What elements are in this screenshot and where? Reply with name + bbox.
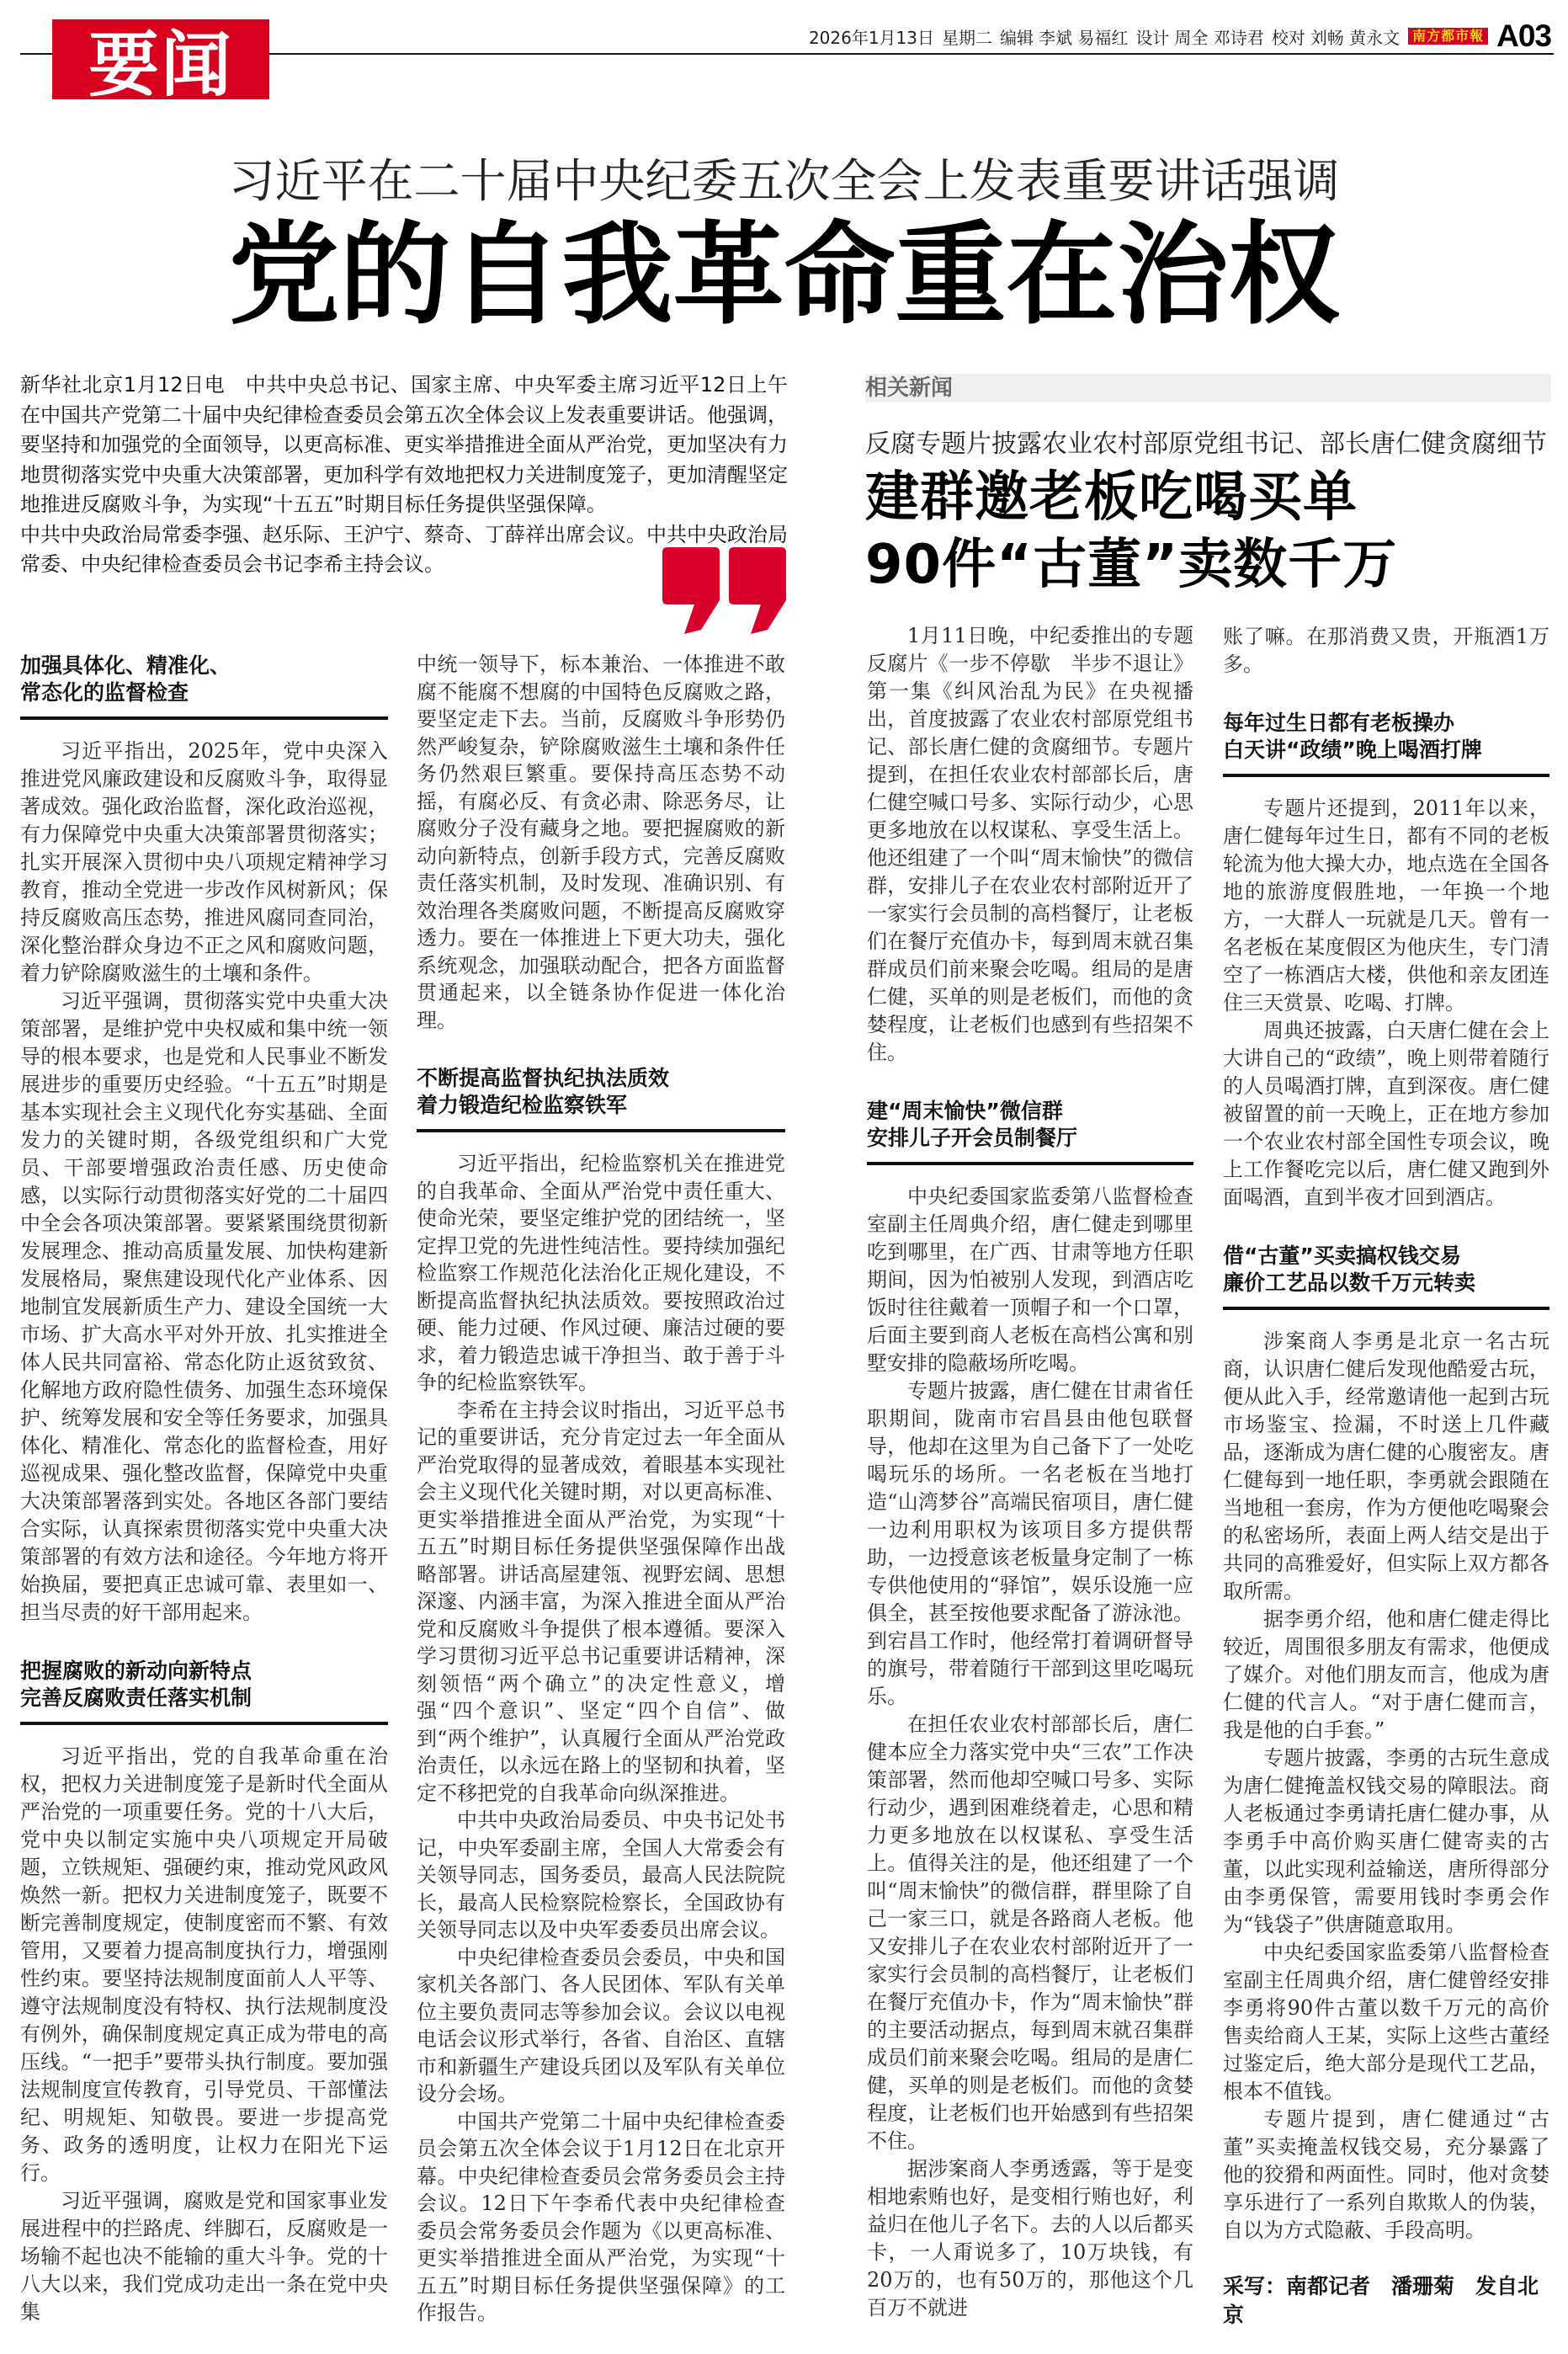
credit-role: 校对 — [1271, 27, 1305, 48]
paragraph: 中央纪委国家监委第八监督检查室副主任周典介绍，唐仁健走到哪里吃到哪里，在广西、甘肃等地方任职期间，因为怕被别人发现，到酒店吃饭时往往戴着一顶帽子和一个口罩，后面主要到商人老板在高档公寓和别墅安排的隐蔽场所吃喝。 — [867, 1185, 1193, 1375]
related-headline-line: 90件“古董”卖数千万 — [865, 534, 1398, 596]
paragraph: 习近平指出，2025年，党中央深入推进党风廉政建设和反腐败斗争，取得显著成效。强化政治监督，深化政治巡视，有力保障党中央重大决策部署贯彻落实；扎实开展深入贯彻中央八项规定精神学习教育，推动全党进一步改作风树新风；保持反腐败高压态势，推进风腐同查同治，深化整治群众身边不正之风和腐败问题，着力铲除腐败滋生的土壤和条件。 — [20, 739, 388, 985]
section-heading-line: 白天讲“政绩”晚上喝酒打牌 — [1223, 738, 1482, 762]
main-headline: 党的自我革命重在治权 — [228, 210, 1340, 340]
paragraph: 习近平强调，贯彻落实党中央重大决策部署，是维护党中央权威和集中统一领导的根本要求，也是党和人民事业不断发展进步的重要历史经验。“十五五”时期是基本实现社会主义现代化夯实基础、全面发力的关键时期，各级党组织和广大党员、干部要增强政治责任感、历史使命感，以实际行动贯彻落实好党的二十届四中全会各项决策部署。要紧紧围绕贯彻新发展理念、推动高质量发展、加快构建新发展格局，聚焦建设现代化产业体系、因地制宜发展新质生产力、建设全国统一大市场、扩大高水平对外开放、扎实推进全体人民共同富裕、常态化防止返贫致贫、化解地方政府隐性债务、加强生态环境保护、统筹发展和安全等任务要求，加强具体化、精准化、常态化的监督检查，用好巡视成果、强化整改监督，保障党中央重大决策部署落到实处。各地区各部门要结合实际，认真探索贯彻落实党中央重大决策部署的有效方法和途径。今年地方将开始换届，要把真正忠诚可靠、表里如一、担当尽责的好干部用起来。 — [20, 989, 388, 1624]
paragraph: 专题片提到，唐仁健通过“古董”买卖掩盖权钱交易，充分暴露了他的狡猾和两面性。同时，他对贪婪享乐进行了一系列自欺欺人的伪装，自以为方式隐蔽、手段高明。 — [1223, 2107, 1549, 2242]
quote-mark-left — [662, 547, 720, 634]
quote-mark-right — [729, 547, 786, 634]
paragraph: 习近平指出，党的自我革命重在治权，把权力关进制度笼子是新时代全面从严治党的一项重要任务。党的十八大后，党中央以制定实施中央八项规定开局破题，立铁规矩、强硬约束，推动党风政风焕然一新。把权力关进制度笼子，既要不断完善制度规定，使制度密而不繁、有效管用，又要着力提高制度执行力，增强刚性约束。要坚持法规制度面前人人平等、遵守法规制度没有特权、执行法规制度没有例外，确保制度规定真正成为带电的高压线。“一把手”要带头执行制度。要加强法规制度宣传教育，引导党员、干部懂法纪、明规矩、知敬畏。要进一步提高党务、政务的透明度，让权力在阳光下运行。 — [20, 1744, 388, 2185]
paragraph: 周典还披露，白天唐仁健在会上大讲自己的“政绩”，晚上则带着随行的人员喝酒打牌，直到深夜。唐仁健被留置的前一天晚上，正在地方参加一个农业农村部全国性专项会议，晚上工作餐吃完以后，唐仁健又跑到外面喝酒，直到半夜才回到酒店。 — [1223, 1019, 1549, 1209]
paragraph: 李希在主持会议时指出，习近平总书记的重要讲话，充分肯定过去一年全面从严治党取得的显著成效，着眼基本实现社会主义现代化关键时期，对以更高标准、更实举措推进全面从严治党，为实现“十五五”时期目标任务提供坚强保障作出战略部署。讲话高屋建瓴、视野宏阔、思想深邃、内涵丰富，为深入推进全面从严治党和反腐败斗争提供了根本遵循。要深入学习贯彻习近平总书记重要讲话精神，深刻领悟“两个确立”的决定性意义，增强“四个意识”、坚定“四个自信”、做到“两个维护”，认真履行全面从严治党政治责任，以永远在路上的坚韧和执着，坚定不移把党的自我革命向纵深推进。 — [417, 1398, 785, 1805]
section-heading-line: 安排儿子开会员制餐厅 — [867, 1126, 1078, 1150]
issue-weekday: 星期二 — [942, 27, 993, 48]
section-heading-line: 着力锻造纪检监察铁军 — [417, 1093, 628, 1117]
section-heading-line: 每年过生日都有老板操办 — [1223, 711, 1455, 735]
masthead — [808, 19, 1551, 53]
credit-editor — [1000, 24, 1128, 49]
paragraph: 1月11日晚，中纪委推出的专题反腐片《一步不停歇 半步不退让》第一集《纠风治乱为民》在央视播出，首度披露了农业农村部原党组书记、部长唐仁健的贪腐细节。专题片提到，在担任农业农村部部长后，唐仁健空喊口号多、实际行动少，心思更多地放在以权谋私、享受生活上。他还组建了一个叫“周末愉快”的微信群，安排儿子在农业农村部附近开了一家实行会员制的高档餐厅，让老板们在餐厅充值办卡，每到周末就召集群成员们前来聚会吃喝。组局的是唐仁健，买单的则是老板们，而他的贪婪程度，让老板们也感到有些招架不住。 — [867, 624, 1193, 1064]
related-kicker: 反腐专题片披露农业农村部原党组书记、部长唐仁健贪腐细节 — [865, 429, 1547, 459]
credit-role: 设计 — [1135, 27, 1170, 48]
related-story-column-2 — [1223, 623, 1549, 2330]
section-heading — [867, 1098, 1193, 1165]
section-heading-line: 常态化的监督检查 — [20, 680, 189, 705]
paragraph: 习近平强调，腐败是党和国家事业发展进程中的拦路虎、绊脚石，反腐败是一场输不起也决不能输的重大斗争。党的十八大以来，我们党成功走出一条在党中央集 — [20, 2189, 388, 2324]
related-headline-line: 建群邀老板吃喝买单 — [865, 466, 1358, 529]
paragraph-continued: 账了嘛。在那消费又贵，开瓶酒1万多。 — [1223, 625, 1549, 676]
paragraph: 涉案商人李勇是北京一名古玩商，认识唐仁健后发现他酷爱古玩，便从此入手，经常邀请他一起到古玩市场鉴宝、捡漏，不时送上几件藏品，逐渐成为唐仁健的心腹密友。唐仁健每到一地任职，李勇就会跟随在当地租一套房，作为方便他吃喝聚会的私密场所，表面上两人结交是出于共同的高雅爱好，但实际上双方都各取所需。 — [1223, 1329, 1549, 1603]
section-heading — [20, 1658, 388, 1725]
section-tag: 要闻 — [52, 19, 269, 99]
paragraph: 专题片披露，李勇的古玩生意成为唐仁健掩盖权钱交易的障眼法。商人老板通过李勇请托唐仁健办事，从李勇手中高价购买唐仁健寄卖的古董，以此实现利益输送，唐所得部分由李勇保管，需要用钱时李勇会作为“钱袋子”供唐随意取用。 — [1223, 1746, 1549, 1936]
section-heading-line: 廉价工艺品以数千万元转卖 — [1223, 1270, 1476, 1295]
section-heading-line: 完善反腐败责任落实机制 — [20, 1686, 252, 1710]
byline: 采写：南都记者 潘珊菊 发自北京 — [1223, 2274, 1539, 2327]
section-heading — [1223, 1243, 1549, 1310]
paragraph: 据涉案商人李勇透露，等于是变相地索贿也好，是变相行贿也好，利益归在他儿子名下。去的人以后都买卡，一人甭说多了，10万块钱，有20万的，也有50万的，那他这个几百万不就进 — [867, 2157, 1193, 2319]
paragraph: 习近平指出，纪检监察机关在推进党的自我革命、全面从严治党中责任重大、使命光荣，要坚定维护党的团结统一，坚定捍卫党的先进性纯洁性。要持续加强纪检监察工作规范化法治化正规化建设，不断提高监督执纪执法质效。要按照政治过硬、能力过硬、作风过硬、廉洁过硬的要求，着力锻造忠诚干净担当、敢于善于斗争的纪检监察铁军。 — [417, 1152, 785, 1394]
related-news-bar — [865, 374, 1551, 402]
credit-names: 刘畅 黄永文 — [1310, 27, 1401, 48]
section-heading — [1223, 710, 1549, 777]
paragraph: 中央纪律检查委员会委员，中央和国家机关各部门、各人民团体、军队有关单位主要负责同志等参加会议。会议以电视电话会议形式举行，各省、自治区、直辖市和新疆生产建设兵团以及军队有关单位设分会场。 — [417, 1945, 785, 2106]
page-number: A03 — [1496, 19, 1551, 53]
section-heading-line: 加强具体化、精准化、 — [20, 653, 231, 678]
main-story-column-1 — [20, 652, 388, 2326]
section-heading — [417, 1065, 785, 1132]
lead-paragraph: 新华社北京1月12日电 中共中央总书记、国家主席、中央军委主席习近平12日上午在中国共产党第二十届中央纪律检查委员会第五次全体会议上发表重要讲话。他强调，要坚持和加强党的全面领导，以更高标准、更实举措推进全面从严治党，更加坚决有力地贯彻落实党中央重大决策部署，更加科学有效地把权力关进制度笼子，更加清醒坚定地推进反腐败斗争，为实现“十五五”时期目标任务提供坚强保障。 — [20, 373, 788, 516]
related-news-label: 相关新闻 — [865, 375, 954, 401]
paragraph: 中央纪委国家监委第八监督检查室副主任周典介绍，唐仁健曾经安排李勇将90件古董以数千万元的高价售卖给商人王某，实际上这些古董经过鉴定后，绝大部分是现代工艺品，根本不值钱。 — [1223, 1941, 1549, 2103]
quote-mark-icon — [662, 547, 786, 635]
section-heading-line: 建“周末愉快”微信群 — [867, 1099, 1063, 1123]
paragraph: 据李勇介绍，他和唐仁健走得比较近，周围很多朋友有需求，他便成了媒介。对他们朋友而言，他成为唐仁健的代言人。“对于唐仁健而言，我是他的白手套。” — [1223, 1607, 1549, 1742]
section-heading-line: 借“古董”买卖搞权钱交易 — [1223, 1244, 1461, 1268]
main-story-column-2 — [417, 651, 785, 2327]
credit-proofread — [1272, 24, 1400, 49]
credit-design — [1135, 24, 1263, 49]
section-heading-line: 把握腐败的新动向新特点 — [20, 1659, 252, 1683]
paragraph-continued: 中统一领导下，标本兼治、一体推进不敢腐不能腐不想腐的中国特色反腐败之路，要坚定走下去。当前，反腐败斗争形势仍然严峻复杂，铲除腐败滋生土壤和条件任务仍然艰巨繁重。要保持高压态势不动摇，有腐必反、有贪必肃、除恶务尽，让腐败分子没有藏身之地。要把握腐败的新动向新特点，创新手段方式，完善反腐败责任落实机制，及时发现、准确识别、有效治理各类腐败问题，不断提高反腐败穿透力。要在一体推进上下更大功夫，强化系统观念，加强联动配合，把各方面监督贯通起来，以全链条协作促进一体化治理。 — [417, 652, 785, 1032]
newspaper-logo: 南方都市報 — [1408, 28, 1488, 45]
paragraph: 中国共产党第二十届中央纪律检查委员会第五次全体会议于1月12日在北京开幕。中央纪律检查委员会常务委员会主持会议。12日下午李希代表中央纪律检查委员会常务委员会作题为《以更高标准、更实举措推进全面从严治党，为实现“十五五”时期目标任务提供坚强保障》的工作报告。 — [417, 2109, 785, 2325]
paragraph: 专题片还提到，2011年以来，唐仁健每年过生日，都有不同的老板轮流为他大操大办，地点选在全国各地的旅游度假胜地，一年换一个地方，一大群人一玩就是几天。曾有一名老板在某度假区为他庆生，专门清空了一栋酒店大楼，供他和亲友团连住三天赏景、吃喝、打牌。 — [1223, 796, 1549, 1015]
section-heading — [20, 652, 388, 720]
dateline — [809, 24, 1400, 49]
credit-role: 编辑 — [1000, 27, 1034, 48]
credit-names: 李斌 易福红 — [1039, 27, 1129, 48]
paragraph: 专题片披露，唐仁健在甘肃省任职期间，陇南市宕昌县由他包联督导，他却在这里为自己备下了一处吃喝玩乐的场所。一名老板在当地打造“山湾梦谷”高端民宿项目，唐仁健一边利用职权为该项目多方提供帮助，一边授意该老板量身定制了一栋专供他使用的“驿馆”，娱乐设施一应俱全，甚至按他要求配备了游泳池。到宕昌工作时，他经常打着调研督导的旗号，带着随行干部到这里吃喝玩乐。 — [867, 1379, 1193, 1708]
credit-names: 周全 邓诗君 — [1174, 27, 1264, 48]
related-story-column-1 — [867, 622, 1193, 2322]
section-heading-line: 不断提高监督执纪执法质效 — [417, 1066, 670, 1090]
issue-date: 2026年1月13日 — [808, 27, 935, 48]
paragraph: 中共中央政治局委员、中央书记处书记，中央军委副主席，全国人大常委会有关领导同志，国务委员，最高人民法院院长，最高人民检察院检察长，全国政协有关领导同志以及中央军委委员出席会议。 — [417, 1808, 785, 1941]
main-kicker: 习近平在二十届中央纪委五次全会上发表重要讲话强调 — [228, 154, 1340, 208]
related-headline — [865, 464, 1564, 599]
lead-paragraph: 中共中央政治局常委李强、赵乐际、王沪宁、蔡奇、丁薛祥出席会议。中共中央政治局常委、中央纪律检查委员会书记李希主持会议。 — [20, 522, 788, 576]
paragraph: 在担任农业农村部部长后，唐仁健本应全力落实党中央“三农”工作决策部署，然而他却空喊口号多、实际行动少，遇到困难绕着走，心思和精力更多地放在以权谋私、享受生活上。值得关注的是，他还组建了一个叫“周末愉快”的微信群，群里除了自己一家三口，就是各路商人老板。他又安排儿子在农业农村部附近开了一家实行会员制的高档餐厅，让老板们在餐厅充值办卡，作为“周末愉快”群的主要活动据点，每到周末就召集群成员们前来聚会吃喝。组局的是唐仁健，买单的则是老板们。而他的贪婪程度，让老板们也开始感到有些招架不住。 — [867, 1712, 1193, 2153]
